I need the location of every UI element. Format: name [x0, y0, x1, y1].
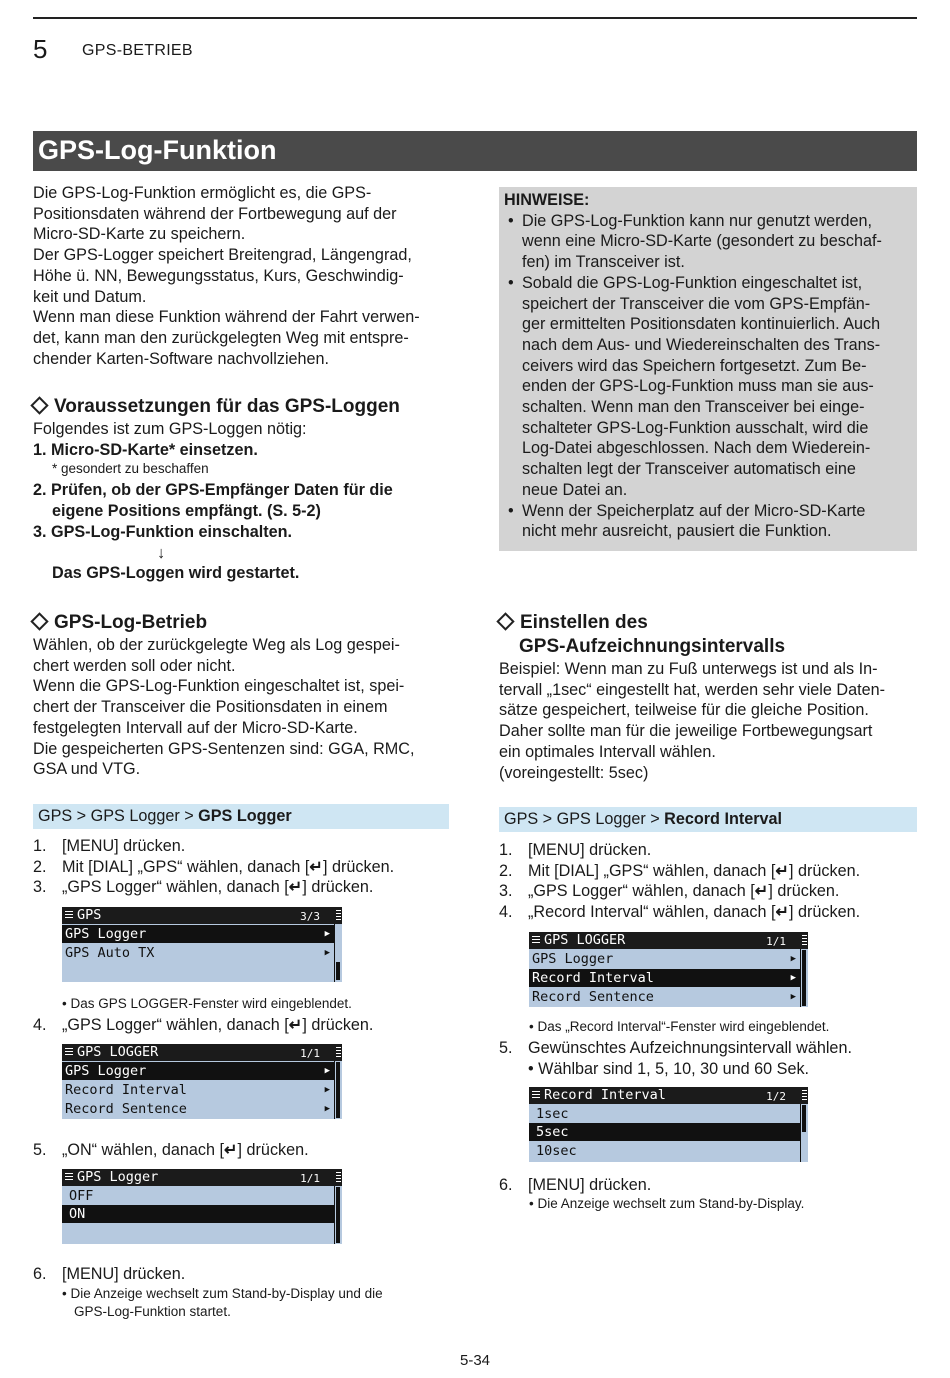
step-text: ] drücken. [302, 1016, 374, 1034]
step-text: ] drücken. [302, 878, 374, 897]
diamond-icon [496, 613, 514, 631]
lcd-option-off[interactable] [62, 1187, 334, 1205]
hint-line: • Sobald die GPS-Log-Funktion eingeschaltet ist, [522, 273, 863, 292]
hints-box [499, 187, 917, 551]
page-number: 5-34 [459, 1352, 491, 1369]
interval-text [499, 659, 919, 783]
note-record-interval-window [529, 1018, 829, 1036]
intro-text [33, 183, 463, 369]
step-text: ] drücken. [323, 857, 395, 876]
lcd-title-bar [529, 932, 808, 949]
step-5-sub [499, 1059, 919, 1080]
step-text: ] drücken. [237, 1141, 309, 1159]
step-2: 2. Mit [DIAL] „GPS“ wählen, danach [↵] drücken. [499, 861, 861, 880]
lcd-scrollbar [334, 924, 341, 982]
lcd-gps-logger-onoff [62, 1169, 342, 1244]
bullet: • [62, 996, 71, 1011]
intro-line: Positionsdaten während der Fortbewegung auf der [33, 204, 397, 223]
lcd-scrollbar [334, 1186, 341, 1244]
lcd-row-label: 10sec [536, 1143, 577, 1159]
logbetrieb-line: festgelegten Intervall auf der Micro-SD-Karte. [33, 718, 358, 737]
lcd-row-label: Record Sentence [532, 989, 654, 1005]
lcd-row-label: GPS Auto TX [65, 945, 155, 961]
triangle-right-icon: ▶ [790, 992, 796, 1002]
bullet: • [529, 1196, 538, 1211]
step-text: Mit [DIAL] „GPS“ wählen, danach [ [62, 857, 310, 876]
lcd-title: GPS Logger [77, 1169, 159, 1185]
step-6: 6. [MENU] drücken. [33, 1265, 186, 1283]
lcd-row-label: GPS Logger [65, 926, 147, 942]
prereq-step2: 2. Prüfen, ob der GPS-Empfänger Daten für die [33, 481, 393, 500]
menu-icon [65, 1048, 73, 1057]
lcd-row-label: GPS Logger [65, 1063, 147, 1079]
lcd-row-record-sentence[interactable] [529, 988, 800, 1006]
lcd-gps-logger [62, 1044, 342, 1119]
lcd-scrollbar [800, 1104, 807, 1162]
prereq-step3: 3. GPS-Log-Funktion einschalten. [33, 522, 293, 541]
enter-key-icon: ↵ [288, 878, 303, 897]
lcd-title-bar [529, 1087, 808, 1104]
step-text: „GPS Logger“ wählen, danach [ [528, 882, 755, 901]
prereq-lead: Folgendes ist zum GPS-Loggen nötig: [33, 420, 307, 438]
step-text: Wählbar sind 1, 5, 10, 30 und 60 Sek. [538, 1059, 810, 1078]
step-text: [MENU] drücken. [62, 1265, 186, 1283]
triangle-right-icon: ▶ [324, 929, 330, 939]
scroll-icon [336, 910, 341, 920]
triangle-right-icon: ▶ [324, 1104, 330, 1114]
lcd-row-gps-logger[interactable] [62, 1062, 334, 1080]
hints-title: HINWEISE: [504, 191, 590, 209]
interval-line: Daher sollte man für die jeweilige Fortbewegungsart [499, 722, 873, 741]
menu-path-gps-logger [33, 804, 449, 829]
enter-key-icon: ↵ [754, 882, 769, 901]
logbetrieb-step-5 [33, 1140, 463, 1161]
section-banner [33, 131, 917, 171]
intro-line: Micro-SD-Karte zu speichern. [33, 225, 246, 244]
header-rule [33, 17, 917, 19]
step-6: 6. [MENU] drücken. [499, 1176, 652, 1194]
hint-line: neue Datei an. [522, 480, 628, 499]
hint-bullet [504, 273, 911, 501]
lcd-row-gps-logger[interactable] [62, 925, 334, 943]
intro-line: chender Karten-Software nachvollziehen. [33, 349, 330, 368]
lcd-title: GPS LOGGER [77, 1044, 159, 1060]
prereq-result: Das GPS-Loggen wird gestartet. [52, 564, 300, 583]
logbetrieb-step-4 [33, 1015, 463, 1036]
step-5: 5. „ON“ wählen, danach [↵] drücken. [33, 1141, 309, 1159]
interval-line: sätze gespeichert, teilweise für die gleiche Position. [499, 701, 869, 720]
step-4: 4. „GPS Logger“ wählen, danach [↵] drücken. [33, 1016, 374, 1034]
lcd-page: 3/3 [300, 910, 320, 923]
hint-line: nach dem Aus- und Wiedereinschalten des Trans- [522, 335, 881, 354]
lcd-row-gps-logger[interactable] [529, 950, 800, 968]
step-3: 3. „GPS Logger“ wählen, danach [↵] drücken. [33, 878, 374, 897]
logbetrieb-heading-text: GPS-Log-Betrieb [54, 612, 208, 633]
lcd-record-interval [529, 1087, 808, 1162]
hint-line: ceivers wird das Speichern fortgesetzt. Zum Be- [522, 356, 867, 375]
section-title: GPS-Log-Funktion [38, 135, 277, 165]
triangle-right-icon: ▶ [790, 954, 796, 964]
menu-icon [65, 911, 73, 920]
step-text: „ON“ wählen, danach [ [62, 1141, 224, 1159]
interval-steps-1-4 [499, 840, 919, 923]
menu-path-record-interval [499, 807, 917, 832]
hint-line: wenn eine Micro-SD-Karte (gesondert zu beschaf- [522, 232, 882, 251]
note-text: Das GPS LOGGER-Fenster wird eingeblendet. [70, 996, 352, 1011]
lcd-gps-logger-interval [529, 932, 808, 1007]
hint-line: enden der GPS-Log-Funktion muss man sie aus- [522, 377, 874, 396]
step-text: ] drücken. [768, 882, 840, 901]
lcd-title-bar [62, 1169, 342, 1186]
diamond-icon [30, 613, 48, 631]
logbetrieb-line: chert werden soll oder nicht. [33, 656, 236, 675]
lcd-page: 1/1 [300, 1172, 320, 1185]
logbetrieb-line: Wählen, ob der zurückgelegte Weg als Log gespei- [33, 636, 400, 654]
hint-line: schalten legt der Transceiver automatisch eine [522, 460, 856, 479]
logbetrieb-text [33, 635, 463, 780]
interval-heading-cont: GPS-Aufzeichnungsintervalls [519, 636, 786, 657]
lcd-title: GPS LOGGER [544, 932, 626, 948]
diamond-icon [30, 397, 48, 415]
lcd-row-record-interval[interactable] [62, 1081, 334, 1099]
note-standby [62, 1285, 462, 1321]
prereq-step1-note: * gesondert zu beschaffen [52, 461, 209, 477]
down-arrow-icon: ↓ [157, 543, 166, 562]
intro-line: keit und Datum. [33, 287, 147, 306]
note-window-shown [62, 995, 352, 1013]
lcd-scrollbar [334, 1061, 341, 1119]
lcd-title-bar [62, 907, 342, 924]
lcd-page: 1/2 [766, 1090, 786, 1103]
lcd-option-1sec[interactable] [529, 1105, 800, 1123]
lcd-row-label: Record Interval [532, 970, 654, 986]
step-text: ] drücken. [789, 903, 861, 922]
lcd-row-label: ON [69, 1206, 86, 1222]
lcd-row-record-sentence[interactable] [62, 1100, 334, 1118]
menu-path-prefix: GPS > GPS Logger > [38, 807, 199, 825]
triangle-right-icon: ▶ [790, 973, 796, 983]
logbetrieb-line: Wenn die GPS-Log-Funktion eingeschaltet ist, spei- [33, 677, 405, 696]
hint-line: speichert der Transceiver die vom GPS-Empfän- [522, 294, 871, 313]
note-standby-right [529, 1195, 804, 1213]
enter-key-icon: ↵ [288, 1016, 303, 1034]
intro-line: Die GPS-Log-Funktion ermöglicht es, die GPS- [33, 184, 372, 202]
step-text: „GPS Logger“ wählen, danach [ [62, 1016, 289, 1034]
interval-line: Beispiel: Wenn man zu Fuß unterwegs ist und als In- [499, 660, 878, 678]
intro-line: Der GPS-Logger speichert Breitengrad, Längengrad, [33, 246, 412, 265]
hint-line: Log-Datei abgeschlossen. Nach dem Wiederein- [522, 439, 871, 458]
step-1: 1. [MENU] drücken. [33, 837, 186, 855]
lcd-row-label: 5sec [536, 1124, 569, 1140]
triangle-right-icon: ▶ [324, 948, 330, 958]
prereq-heading-text: Voraussetzungen für das GPS-Loggen [54, 396, 400, 417]
intro-line: Höhe ü. NN, Bewegungsstatus, Kurs, Geschwindig- [33, 266, 404, 285]
lcd-row-label: OFF [69, 1188, 94, 1204]
lcd-title: GPS [77, 907, 102, 923]
enter-key-icon: ↵ [775, 903, 790, 922]
chapter-number: 5 [33, 34, 48, 64]
step-2: 2. Mit [DIAL] „GPS“ wählen, danach [↵] drücken. [33, 857, 395, 876]
prereq-step1: 1. Micro-SD-Karte* einsetzen. [33, 440, 258, 459]
step-text: [MENU] drücken. [528, 841, 652, 859]
intro-line: Wenn man diese Funktion während der Fahrt verwen- [33, 308, 420, 327]
bullet: • [62, 1286, 71, 1301]
logbetrieb-steps-1-3 [33, 836, 463, 898]
prereq-heading [29, 396, 400, 418]
menu-icon [532, 1091, 540, 1100]
logbetrieb-heading [29, 612, 207, 634]
logbetrieb-line: GSA und VTG. [33, 760, 141, 779]
interval-heading [495, 612, 648, 634]
menu-icon [65, 1173, 73, 1182]
step-text: „GPS Logger“ wählen, danach [ [62, 878, 289, 897]
step-3: 3. „GPS Logger“ wählen, danach [↵] drücken. [499, 882, 840, 901]
step-text: [MENU] drücken. [62, 837, 186, 855]
lcd-row-label: Record Interval [65, 1082, 187, 1098]
menu-path-last: GPS Logger [198, 807, 292, 825]
lcd-row-label: GPS Logger [532, 951, 614, 967]
scroll-icon [802, 1090, 807, 1100]
note-text: Die Anzeige wechselt zum Stand-by-Display. [537, 1196, 805, 1211]
enter-key-icon: ↵ [309, 857, 323, 876]
scroll-icon [336, 1047, 341, 1057]
logbetrieb-step-6 [33, 1264, 463, 1285]
step-text: Mit [DIAL] „GPS“ wählen, danach [ [528, 861, 776, 880]
step-1: 1. [MENU] drücken. [499, 841, 652, 859]
lcd-page: 1/1 [300, 1047, 320, 1060]
interval-line: ein optimales Intervall wählen. [499, 742, 716, 761]
lcd-option-10sec[interactable] [529, 1142, 800, 1160]
scroll-icon [802, 935, 807, 945]
hint-line: • Die GPS-Log-Funktion kann nur genutzt werden, [522, 211, 873, 230]
lcd-title: Record Interval [544, 1087, 666, 1103]
prereq-block [33, 419, 463, 584]
interval-heading-text: Einstellen des [520, 612, 648, 633]
interval-step-5 [499, 1038, 919, 1079]
lcd-scrollbar [800, 949, 807, 1007]
hint-line: schalten. Wenn man den Transceiver bei einge- [522, 398, 865, 417]
hint-line: • Wenn der Speicherplatz auf der Micro-SD-Karte [522, 501, 866, 520]
scroll-icon [336, 1172, 341, 1182]
menu-icon [532, 936, 540, 945]
intro-line: det, kann man den zurückgelegten Weg mit entspre- [33, 328, 409, 347]
menu-path-last: Record Interval [664, 810, 783, 828]
enter-key-icon: ↵ [775, 861, 789, 880]
logbetrieb-line: Die gespeicherten GPS-Sentenzen sind: GGA, RMC, [33, 739, 415, 758]
step-4: 4. „Record Interval“ wählen, danach [↵] drücken. [499, 903, 861, 922]
interval-line: tervall „1sec“ eingestellt hat, werden sehr viele Daten- [499, 680, 885, 699]
hint-line: ger ermittelten Positionsdaten kontinuierlich. Auch [522, 315, 881, 334]
menu-path-prefix: GPS > GPS Logger > [504, 810, 665, 828]
lcd-title-bar [62, 1044, 342, 1061]
step-text: „Record Interval“ wählen, danach [ [528, 903, 776, 922]
interval-line: (voreingestellt: 5sec) [499, 763, 649, 782]
hint-line: fen) im Transceiver ist. [522, 253, 685, 272]
hint-bullet [504, 211, 911, 273]
triangle-right-icon: ▶ [324, 1085, 330, 1095]
step-text: Gewünschtes Aufzeichnungsintervall wählen. [528, 1039, 852, 1057]
lcd-row-record-interval[interactable] [529, 969, 800, 987]
bullet: • [528, 1059, 539, 1078]
hint-bullet [504, 501, 911, 542]
note-text: GPS-Log-Funktion startet. [74, 1304, 231, 1319]
lcd-row-gps-auto-tx[interactable] [62, 944, 334, 962]
lcd-option-5sec[interactable] [529, 1123, 800, 1141]
triangle-right-icon: ▶ [324, 1066, 330, 1076]
lcd-row-label: 1sec [536, 1106, 569, 1122]
prereq-step2-cont: eigene Positions empfängt. (S. 5-2) [52, 502, 321, 521]
step-text: ] drücken. [789, 861, 861, 880]
note-text: Das „Record Interval“-Fenster wird eingeblendet. [537, 1019, 830, 1034]
note-text: Die Anzeige wechselt zum Stand-by-Display und die [70, 1286, 383, 1301]
step-5: 5. Gewünschtes Aufzeichnungsintervall wählen. [499, 1039, 852, 1057]
interval-step-6 [499, 1175, 919, 1196]
bullet: • [529, 1019, 538, 1034]
hint-line: nicht mehr ausreicht, pausiert die Funktion. [522, 522, 832, 541]
lcd-gps-menu [62, 907, 342, 982]
lcd-row-label: Record Sentence [65, 1101, 187, 1117]
enter-key-icon: ↵ [223, 1141, 238, 1159]
chapter-title: GPS-BETRIEB [82, 42, 193, 59]
step-text: [MENU] drücken. [528, 1176, 652, 1194]
hint-line: schalteter GPS-Log-Funktion ausschalt, wird die [522, 418, 869, 437]
lcd-page: 1/1 [766, 935, 786, 948]
lcd-option-on[interactable] [62, 1205, 334, 1223]
logbetrieb-line: chert der Transceiver die Positionsdaten in einem [33, 698, 388, 717]
